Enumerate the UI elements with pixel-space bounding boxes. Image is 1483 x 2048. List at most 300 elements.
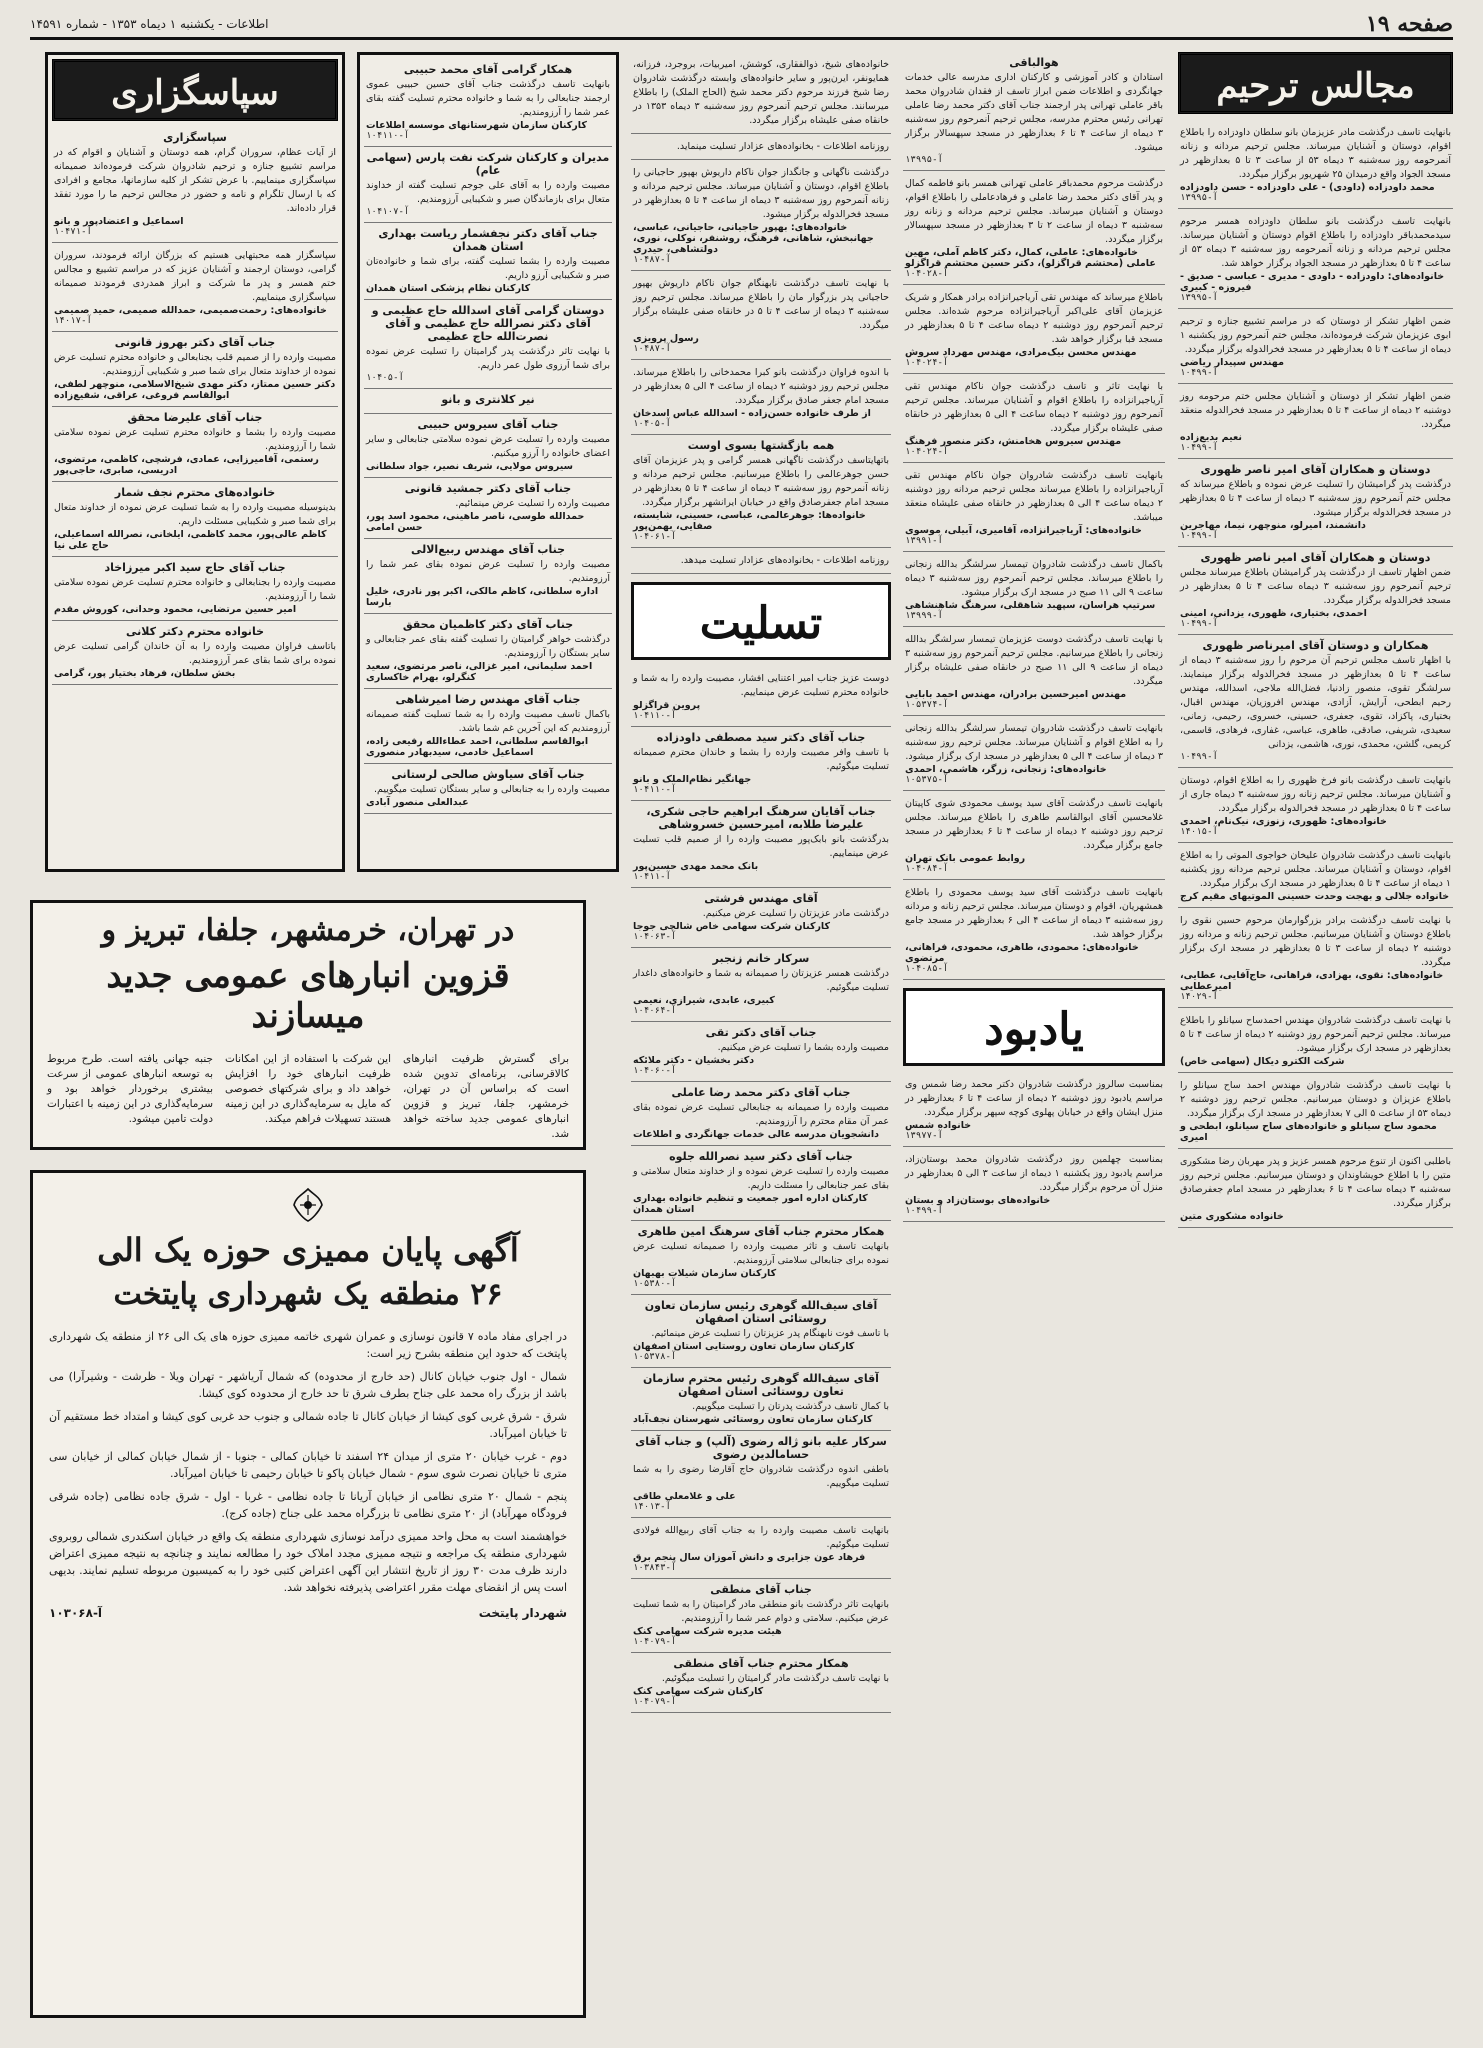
notice-body: بدرگذشت بانو بابک‌پور مصیبت وارده را از صمیم قلب تسلیت عرض مینماییم. <box>633 834 889 859</box>
notice-code: آ-۱۰۵۳۷۴ <box>905 700 949 710</box>
notice-code: آ-۱۰۴۱۱۰ <box>633 711 677 721</box>
column-three <box>631 52 891 1713</box>
notice-body: با کمال تاسف درگذشت پدرتان را تسلیت میگوییم. <box>692 1401 889 1412</box>
notice-sign: خانواده‌های: رحمت‌صمیمی، حمدالله صمیمی، حمید صمیمی <box>54 305 327 316</box>
notice-sign: خانواده‌های: زنجانی، زرگر، هاشمی، احمدی <box>905 764 1107 775</box>
notice-code: آ-۱۰۵۳۸۰ <box>633 1279 677 1289</box>
notice-sign: هیئت مدیره شرکت سهامی کنک <box>633 1626 782 1637</box>
notice-title: سپاسگزاری <box>163 131 227 144</box>
notice-code: آ-۱۴۰۱۳ <box>633 1502 671 1512</box>
notice-item <box>364 300 612 389</box>
notice-code: آ-۱۰۴۱۱۰ <box>366 131 410 141</box>
article-paragraph: جنبه جهانی یافته است. طرح مربوط به توسعه انبارهای عمومی از سرعت بیشتری برخوردار خواهد بود و سرمایه‌گذاری در این زمینه با اعتبارات دولت تامین میشود. <box>47 1053 213 1125</box>
notice-title: جناب آقای دکتر بهروز قانونی <box>114 336 276 349</box>
notice-body: با نهایت تاثر و تاسف درگذشت جوان ناکام مهندس تقی آریاجیرانزاده را باطلاع اقوام و آشنایان میرساند. مجلس ترحیم آنمرحوم روز دوشنبه ۲ دیماه ساعت ۴ الی ۵ بعدازظهر در خانقاه صفی علیشاه برگزار میگردد. <box>905 381 1163 434</box>
notice-code: آ-۱۰۴۰۲۴ <box>905 447 949 457</box>
article-body <box>47 1052 569 1142</box>
notice-item <box>903 791 1165 880</box>
notice-code: آ-۱۰۴۱۰۷ <box>366 207 410 217</box>
notice-item <box>1178 1149 1453 1228</box>
notice-sign: محمود ساح سیانلو و خانواده‌های ساح سیانلو، ابطحی و امیری <box>1180 1121 1437 1143</box>
notice-code: آ-۱۰۴۰۶۱ <box>633 532 677 542</box>
page-number: صفحه ۱۹ <box>1365 10 1453 37</box>
notice-title: جناب آقای دکتر جمشید قانونی <box>404 482 572 495</box>
notice-title: سرکار خانم زنجبر <box>712 952 810 965</box>
notice-body: درگذشت خواهر گرامیتان را تسلیت گفته بقای عمر جنابعالی و سایر بستگان را آرزومندیم. <box>366 634 610 659</box>
notice-sign: کارکنان نظام پزشکی استان همدان <box>366 283 531 294</box>
notice-item <box>1178 843 1453 908</box>
notice-code: آ-۱۰۴۹۹ <box>1180 619 1218 629</box>
notice-sign: کاظم عالی‌پور، محمد کاظمی، ایلخانی، نصرالله اسماعیلی، حاج علی نیا <box>54 529 327 551</box>
notice-paragraph: پنجم - شمال ۲۰ متری نظامی از خیابان آریانا تا جاده نظامی - غربا - اول - شرق جاده نظامی (جاده شرقی فرودگاه مهرآباد) از ۲۰ متری نظامی تا بزرگراه محمد علی جناح (جاده کرج). <box>49 1490 568 1520</box>
notice-code: آ-۱۰۳۰۶۸ <box>49 1606 103 1620</box>
notice-item <box>631 1368 891 1431</box>
notice-item <box>631 160 891 271</box>
notice-item <box>1178 908 1453 1008</box>
notice-sign: رستمی، آقامیرزایی، عمادی، فرشچی، کاظمی، مرتضوی، ادریسی، صابری، حاجی‌پور <box>54 454 319 476</box>
notice-sign: خانواده‌های: آریاجیرانزاده، آقامیری، آبیلی، موسوی <box>905 525 1142 536</box>
notice-sign: اسماعیل و اعتضادپور و بانو <box>54 216 184 227</box>
notice-title: دوستان و همکاران آقای امیر ناصر ظهوری <box>1200 551 1431 564</box>
notice-item <box>631 134 891 160</box>
notice-item <box>52 332 338 407</box>
notice-sign: حمدالله طوسی، ناصر ماهینی، محمود اسد پور، حسن امامی <box>366 511 585 533</box>
article-subheadline: قزوین انبارهای عمومی جدید میسازند <box>106 956 510 1036</box>
notice-item <box>631 271 891 360</box>
notice-sign: کارکنان سازمان شیلات بهبهان <box>633 1268 777 1279</box>
notice-title: جناب آقای سیاوش صالحی لرستانی <box>391 768 585 781</box>
notice-item <box>1178 635 1453 768</box>
notice-sign: محمد داودزاده (داودی) - علی داودزاده - حسن داودزاده <box>1180 182 1435 193</box>
notice-sign: روابط عمومی بانک تهران <box>905 853 1026 864</box>
notice-paragraph: در اجرای مفاد ماده ۷ قانون نوسازی و عمران شهری خاتمه ممیزی حوزه های یک الی ۲۶ از منطقه یک شهرداری پایتخت که حدود این منطقه بشرح زیر است: <box>49 1330 567 1360</box>
notice-item <box>1178 1008 1453 1073</box>
notice-body: بانهایت تاسف درگذشت بانو سلطان داودزاده همسر مرحوم سیدمحمدباقر داودزاده را باطلاع اقوام دوستان و آشنایان میرساند. مجلس ترحیم مردانه و زنانه آنمرحومه روز سه‌شنبه ۳ دیماه ۵۳ از ساعت ۴ تا ۵ بعدازظهر در مسجد الجواد برگزار خواهد شد. <box>1180 216 1452 269</box>
notice-body: بانهایت تاسف درگذشت آقای سید یوسف محمودی را باطلاع همشهریان، اقوام و دوستان میرساند. مجلس ترحیم زنانه و مردانه روز سه‌شنبه ۳ دیماه از ساعت ۴ الی ۶ بعدازظهر در مسجد جامع برگزار خواهد شد. <box>905 887 1163 940</box>
notice-sign: مهندس سپیدار ریاضی <box>1180 357 1284 368</box>
notice-list <box>52 127 338 685</box>
notice-body: مصیبت وارده را صمیمانه به جنابعالی تسلیت عرض نموده بقای عمر آن مقام محترم را آرزومندیم. <box>633 1102 889 1127</box>
column-sepasgozari <box>45 52 345 872</box>
notice-title: آقای مهندس فرشتی <box>704 892 818 905</box>
notice-item <box>364 478 612 539</box>
notice-body: با نهایت تاثر درگذشت پدر گرامیتان را تسلیت عرض نموده برای شما آرزوی طول عمر داریم. <box>366 346 610 371</box>
notice-item <box>631 1431 891 1518</box>
notice-body: ضمن اظهار تشکر از دوستان که در مراسم تشییع جنازه و ترحیم ابوی عزیزمان شرکت فرموده‌اند، مجلس ختم آنمرحوم روز یکشنبه ۱ دیماه از ساعت ۴ تا ۵ بعدازظهر در مسجد فخرالدوله برگزار میگردد. <box>1180 316 1451 355</box>
notice-item <box>364 539 612 614</box>
notice-title: آقای سیف‌الله گوهری رئیس سازمان تعاون روستائی استان اصفهان <box>644 1299 878 1325</box>
notice-body: مصیبت وارده را بجنابعالی و خانواده محترم تسلیت عرض نموده سلامتی شما را آرزومندیم. <box>54 577 336 602</box>
notice-title: همکار محترم جناب آقای منطقی <box>673 1657 849 1670</box>
notice-body: ضمن اظهار تشکر از دوستان و آشنایان مجلس ختم مرحومه روز دوشنبه ۲ دیماه از ساعت ۴ تا ۵ بعدازظهر در مسجد فخرالدوله منعقد میگردد. <box>1180 391 1451 430</box>
notice-body: مصیبت وارده را به آقای علی جوجم تسلیت گفته از خداوند متعال برای بازماندگان صبر و شکیبایی آرزومندیم. <box>366 180 610 205</box>
notice-list <box>1178 120 1453 1228</box>
notice-body: بانهایت تاسف مصیبت وارده را به جناب آقای ربیع‌الله فولادی تسلیت میگوئیم. <box>633 1525 889 1550</box>
notice-sign: علی و غلامعلی طاقی <box>633 1491 736 1502</box>
notice-body: با تاسف وافر مصیبت وارده را بشما و خاندان محترم صمیمانه تسلیت میگوئیم. <box>633 747 889 772</box>
notice-sign: کارکنان شرکت سهامی کنک <box>633 1686 764 1697</box>
notice-code: آ-۱۳۹۹۵ <box>1180 293 1218 303</box>
notice-code: آ-۱۰۴۸۷ <box>633 344 671 354</box>
notice-title: جناب آقای مهندس رضا امیرشاهی <box>395 693 581 706</box>
notice-sign: از طرف خانواده حسن‌زاده - اسدالله عباس اسدخان <box>633 408 871 419</box>
notice-item <box>903 716 1165 791</box>
notice-sign: پروین قراگزلو <box>633 700 701 711</box>
notice-body: خانواده‌های شیخ، ذوالفقاری، کوشش، امیربیات، بروجرد، فرزانه، همایونفر، ایرن‌پور و سایر خانواده‌های وابسته درگذشت شادروان رضا شیخ فرزند مرحوم دکتر محمد شیخ (الحاج الملک) را باطلاع میرسانند. مجلس ترحیم آنمرحوم روز سه‌شنبه ۳ دیماه ۱۳۵۳ در خانقاه صفی علیشاه برگزار میگردد. <box>633 59 889 126</box>
banner-majales: مجالس ترحیم <box>1178 52 1453 114</box>
notice-item <box>903 463 1165 552</box>
notice-list <box>364 59 612 814</box>
notice-item <box>1178 209 1453 309</box>
notice-body: باکمال تاسف مصیبت وارده را به شما تسلیت گفته صمیمانه آرزومندیم که این آخرین غم شما باشد. <box>366 709 610 734</box>
notice-sign: اداره سلطانی، کاظم مالکی، اکبر پور نادری، خلیل بارسا <box>366 586 599 608</box>
notice-item <box>631 666 891 727</box>
notice-body: مصیبت وارده را بشما تسلیت گفته، برای شما و خانواده‌تان صبر و شکیبایی آرزو داریم. <box>366 256 610 281</box>
notice-item <box>631 1653 891 1713</box>
notice-title: همکار گرامی آقای محمد حبیبی <box>403 63 573 76</box>
notice-body: مصیبت وارده را بشما و خانواده محترم تسلیت عرض نموده سلامتی شما را آرزومندیم. <box>54 427 336 452</box>
notice-body: با نهایت تاسف درگذشت دوست عزیزمان تیمسار سرلشگر بدالله زنجانی را باطلاع میرسانیم. مجلس ترحیم آنمرحوم روز سه‌شنبه ۳ دیماه از ساعت ۹ الی ۱۱ صبح در خانقاه صفی علیشاه برگزار میگردد. <box>905 634 1163 687</box>
notice-code: آ-۱۳۹۹۵ <box>905 155 943 165</box>
notice-list <box>631 52 891 574</box>
notice-body: درگذشت ناگهانی و جانگداز جوان ناکام داریوش بهپور حاجیانی را باطلاع اقوام، دوستان و آشنایان میرساند. مجلس ترحیم مردانه و زنانه آنمرحوم روز سه‌شنبه ۳ دیماه از ساعت ۴ تا ۵ بعدازظهر در مسجد فخرالدوله برگزار میشود. <box>633 167 890 220</box>
notice-code: آ-۱۳۹۷۷ <box>905 1131 943 1141</box>
notice-item <box>52 557 338 621</box>
page-header <box>30 10 1453 40</box>
notice-body: مصیبت وارده را از صمیم قلب بجنابعالی و خانواده محترم تسلیت عرض نموده از خداوند متعال برای شما صبر و شکیبایی آرزومندیم. <box>54 352 336 377</box>
notice-code: آ-۱۰۴۰۶۰ <box>633 1066 677 1076</box>
notice-body: بانهایت تاسف درگذشت شادروان علیخان خواجوی الموتی را به اطلاع اقوام، دوستان و آشنایان میرساند. مجلس ترحیم مردانه روز یکشنبه ۱ دیماه از ساعت ۴ تا ۵ بعدازظهر در مسجد ارک برگزار میگردد. <box>1180 850 1451 889</box>
notice-title: همه بازگشتها بسوی اوست <box>687 439 835 452</box>
notice-item <box>1178 547 1453 635</box>
notice-code: آ-۱۰۴۰۵ <box>633 419 671 429</box>
notice-title: جناب آقای دکتر نجفشمار ریاست بهداری استان همدان <box>378 227 598 253</box>
notice-body: دوست عزیز جناب امیر اعتنایی افشار، مصیبت وارده را به شما و خانواده محترم تسلیت عرض مینماییم. <box>633 673 889 698</box>
notice-item <box>52 621 338 685</box>
notice-body: روزنامه اطلاعات - بخانواده‌های عزادار تسلیت میدهد. <box>680 555 889 566</box>
notice-body: با نهایت تاسف درگذشت نابهنگام جوان ناکام داریوش بهپور حاجیانی پدر بزرگوار مان را باطلاع میرساند. مجلس ترحیم روز سه‌شنبه ۳ دیماه از ساعت ۴ تا ۵ در خانقاه صفی علیشاه برگزار میگردد. <box>633 278 889 331</box>
notice-sign: سیروس مولایی، شریف نصیر، جواد سلطانی <box>366 461 573 472</box>
notice-body: بانهایت تاسف و تاثر مصیبت وارده را صمیمانه تسلیت عرض نموده برای جنابعالی سلامتی آرزومندیم. <box>633 1241 889 1266</box>
notice-sign: خانواده‌های بوستان‌زاد و بستان <box>905 1195 1051 1206</box>
notice-item <box>903 171 1165 285</box>
notice-title: جناب آقایان سرهنگ ابراهیم حاجی شکری، علیرضا طلابه، امیرحسین خسروشاهی <box>646 805 876 831</box>
notice-item <box>631 52 891 134</box>
notice-sign: عبدالعلی منصور آبادی <box>366 797 469 808</box>
notice-item <box>903 1072 1165 1147</box>
notice-code: آ-۱۰۴۹۹ <box>1180 443 1218 453</box>
notice-title: جناب آقای دکتر تقی <box>705 1026 817 1039</box>
notice-item <box>52 407 338 482</box>
notice-sign: خانواده‌های: محمودی، طاهری، محمودی، فراهانی، مرتضوی <box>905 942 1139 964</box>
notice-sign: خانواده جلالی و بهجت وحدت حسینی الموتیهای مقیم کرج <box>1180 891 1450 902</box>
notice-code: آ-۱۰۴۹۹ <box>905 1206 943 1216</box>
notice-headline: آگهی پایان ممیزی حوزه یک الی <box>97 1231 519 1269</box>
notice-code: آ-۱۰۵۳۷۵ <box>905 775 949 785</box>
notice-item <box>903 285 1165 374</box>
notice-sign: سرتیپ هراسان، سپهبد شاهقلی، سرهنگ شاهنشاهی <box>905 600 1156 611</box>
notice-paragraph: شمال - اول جنوب خیابان کانال (حد خارج از محدوده) که شمال آریاشهر - تهران ویلا - ظرشت - وشیرآرا) می باشد از بزرگ راه محمد علی جناح بطرف شرق تا حد خارج از محدوده کوی کیشا. <box>49 1370 567 1400</box>
notice-code: آ-۱۰۴۰۶۴ <box>633 1006 677 1016</box>
notice-item <box>903 52 1165 171</box>
notice-sign: کارکنان اداره امور جمعیت و تنظیم خانواده بهداری استان همدان <box>633 1193 868 1215</box>
notice-sign: ابوالقاسم سلطانی، احمد عطاء‌الله رفیعی زاده، اسماعیل خادمی، سیدبهادر منصوری <box>366 736 589 758</box>
notice-sign: خانواده‌های: داودزاده - داودی - مدیری - عباسی - صدیق - فیروزه - کبیری <box>1180 271 1445 293</box>
notice-body: مصیبت وارده را تسلیت عرض مینمائیم. <box>455 498 610 509</box>
notice-code: آ-۱۰۴۰۷۹ <box>633 1697 677 1707</box>
notice-title: مدیران و کارکنان شرکت نفت پارس (سهامی عام) <box>366 151 610 177</box>
notice-title: جناب آقای حاج سید اکبر میرزاخاد <box>104 561 286 574</box>
notice-sign: خانواده‌های: نقوی، بهزادی، فراهانی، حاج‌آقایی، عطایی، امیرعطایی <box>1180 970 1444 992</box>
notice-code: آ-۱۰۴۷۱ <box>54 227 92 237</box>
notice-body: با اندوه فراوان درگذشت بانو کبرا محمدخانی را باطلاع میرساند. مجلس ترحیم روز دوشنبه ۲ دیماه از ساعت ۴ الی ۵ بعدازظهر در مسجد امام جعفر صادق برگزار میگردد. <box>633 367 889 406</box>
notice-item <box>631 1221 891 1295</box>
notice-list <box>903 1072 1165 1222</box>
notice-item <box>364 389 612 414</box>
notice-body: بانهایت تاسف درگذشت مادر عزیزمان بانو سلطان داودزاده را باطلاع اقوام، دوستان و آشنایان میرساند. مجلس ترحیم مردانه و زنانه آنمرحومه روز سه‌شنبه ۳ دیماه ۵۳ از ساعت ۳ تا ۵ بعدازظهر در مسجد الجواد واقع درمیدان ۲۵ شهریور برگزار میگردد. <box>1180 127 1451 180</box>
notice-title: همکار محترم جناب آقای سرهنگ امین طاهری <box>637 1225 885 1238</box>
notice-item <box>903 1147 1165 1222</box>
notice-code: آ-۱۰۴۸۷ <box>633 255 671 265</box>
notice-body: بمناسبت سالروز درگذشت شادروان دکتر محمد رضا شمس وی مراسم یادبود روز دوشنبه ۲ دیماه از ساعت ۴ تا ۶ بعدازظهر در منزل ایشان واقع در خیابان پهلوی کوچه سپهر برگزار میگردد. <box>905 1079 1164 1118</box>
notice-code: آ-۱۰۴۰۶۳ <box>633 932 677 942</box>
notice-code: آ-۱۴۰۱۷ <box>54 316 92 326</box>
notice-item <box>631 435 891 548</box>
notice-title: جناب آقای دکتر سید نصرالله جلوه <box>669 1150 853 1163</box>
notice-sign: نعیم بدیع‌زاده <box>1180 432 1242 443</box>
notice-item <box>903 552 1165 627</box>
notice-code: آ-۱۰۴۰۲۴ <box>905 358 949 368</box>
notice-sign: کبیری، عابدی، شیرازی، نعیمی <box>633 995 775 1006</box>
notice-body: از آیات عظام، سروران گرام، همه دوستان و آشنایان و اقوام که در مراسم تشییع جنازه و ترحیم شادروان شرکت فرموده‌اند صمیمانه سپاسگزاری مینماییم. با عرض تشکر از کلیه سازمانها، مجامع و افرادی که با ارسال تلگرام و نامه و حضور در مجالس ترحیم ما را مورد تفقد قرار داده‌اند. <box>54 147 336 214</box>
notice-paragraph: خواهشمند است به محل واحد ممیزی درآمد نوسازی شهرداری منطقه یک واقع در خیابان اسکندری شمالی روبروی شهرداری منطقه یک مراجعه و نتیجه ممیزی مجدد املاک خود را مطالعه نمایند و چنانچه به نتیجه ممیزی اعتراض دارند ظرف مدت ۳۰ روز از تاریخ انتشار این آگهی اعتراض کتبی خود را به کمیسیون مربوطه تسلیم نمایند. بدیهی است پس از انقضای مهلت مقرر اعتراضی پذیرفته نخواهد شد. <box>49 1530 568 1594</box>
notice-sign: خانواده‌های: عاملی، کمال، دکتر کاظم آملی، مهین عاملی (محتشم قراگزلو)، دکتر حسین محتشم قراگزلو <box>905 247 1156 269</box>
notice-code: آ-۱۳۹۹۹ <box>905 611 943 621</box>
notice-body: باطلبی اکنون از تنوع مرحوم همسر عزیز و پدر مهربان رضا مشکوری متین را با اطلاع خویشاوندان و دوستان میرسانیم. مجلس ترحیم روز سه‌شنبه ۳ دیماه ساعت ۴ تا ۶ بعدازظهر در مسجد امام جعفرصادق برگزار میگردد. <box>1180 1156 1451 1209</box>
notice-body: با نهایت تاسف درگذشت شادروان مهندس احمد ساح سیانلو را باطلاع عزیزان و دوستان میرسانیم. مجلس ترحیم روز دوشنبه ۲ دیماه ۵۳ از ساعت ۵ الی ۷ بعدازظهر در مسجد ارک برگزار میگردد. <box>1180 1080 1451 1119</box>
column-four <box>357 52 619 872</box>
notice-code: آ-۱۰۵۳۷۸ <box>633 1352 677 1362</box>
notice-sign: کارکنان شرکت سهامی خاص شالچی جوجا <box>633 921 831 932</box>
notice-sign: دانشجویان مدرسه عالی خدمات جهانگردی و اطلاعات <box>633 1129 879 1140</box>
notice-body: بدینوسیله مصیبت وارده را به شما تسلیت عرض نموده از خداوند متعال برای شما صبر و شکیبایی مسئلت داریم. <box>54 502 336 527</box>
notice-body: با تاسف فوت نابهنگام پدر عزیزتان را تسلیت عرض مینمائیم. <box>651 1328 889 1339</box>
notice-body: با اظهار تاسف مجلس ترحیم آن مرحوم را روز سه‌شنبه ۳ دیماه از ساعت ۴ تا ۵ بعدازظهر در مسجد فخرالدوله برگزار مینمایند. سرلشگر تقوی، منصور زادنیا، فضل‌الله ملاجی، اسدالله، مهندس رحیم ابطحی، آرایش، آزادی، مهندس افروزیان، مهندس اقبال، بختیاری، پاکزاد، تقوی، جعفری، حسینی، خسروی، رحیمی، زمانی، سعیدی، شریفی، صادقی، طاهری، عباسی، غفاری، فرهادی، قاسمی، کریمی، گلشن، محمدی، نوری، هاشمی، یزدانی <box>1180 655 1452 750</box>
notice-item <box>1178 1073 1453 1149</box>
column-majales <box>1178 52 1453 1228</box>
notice-code: آ-۱۳۹۹۱ <box>905 536 943 546</box>
notice-title: نیر کلانتری و بانو <box>441 393 535 406</box>
notice-item <box>903 880 1165 980</box>
notice-sign: فرهاد عون جزایری و دانش آموزان سال پنجم برق <box>633 1552 866 1563</box>
notice-body: بانهایت تاسف درگذشت شادروان جوان ناکام مهندس تقی آریاجیرانزاده را باطلاع میرساند مجلس ترحیم مردانه روز دوشنبه ۲ دیماه ساعت ۴ الی ۵ بعدازظهر در خانقاه صفی علیشاه منعقد میباشد. <box>905 470 1163 523</box>
notice-body: سپاسگزار همه محبتهایی هستیم که بزرگان ارائه فرمودند، سروران گرامی، دوستان ارجمند و آشنایان عزیز که در مراسم تشییع و مجالس ختم همسر و پدر ما شرکت و ابراز همدردی فرمودند صمیمانه سپاسگزاری مینماییم. <box>54 250 336 303</box>
notice-code: آ-۱۴۰۲۹ <box>1180 992 1218 1002</box>
notice-title: جناب آقای سیروس حبیبی <box>417 418 559 431</box>
article-warehouses <box>30 900 586 1150</box>
notice-body <box>49 1328 567 1596</box>
notice-sign: احمد سلیمانی، امیر غزالی، ناصر مرتضوی، سعید کنگرلو، بهرام خاکساری <box>366 661 593 683</box>
notice-body: مصیبت وارده را به جنابعالی و سایر بستگان تسلیت میگوییم. <box>374 784 610 795</box>
notice-body: استادان و کادر آموزشی و کارکنان اداری مدرسه عالی خدمات جهانگردی و اطلاعات ضمن ابراز تاسف از فقدان شادروان محمد باقر عاملی تهرانی پدر ارجمند جناب آقای دکتر محمد رضا عاملی تهرانی رئیس محترم مدرسه، مجلس ترحیم آنمرحوم روز سه‌شنبه ۳ دیماه از ساعت ۴ تا ۶ بعدازظهر در مسجد سپهسالار برگزار میشود. <box>905 72 1164 153</box>
notice-body: بانهایت تاسف درگذشت شادروان تیمسار سرلشگر بدالله زنجانی را به اطلاع اقوام و آشنایان میرساند. مجلس ترحیم روز سه‌شنبه ۳ دیماه از ساعت ۴ الی ۵ بعدازظهر در مسجد ارک برگزار میشود. <box>905 723 1163 762</box>
notice-sign: کارکنان سازمان تعاون روستائی شهرستان نجف‌آباد <box>633 1414 873 1425</box>
notice-paragraph: شرق - شرق غربی کوی کیشا از خیابان کانال تا جاده شمالی و جنوب حد غربی کوی کیشا و امتداد خط مستقیم آن تا خیابان امیرآباد. <box>49 1410 567 1440</box>
notice-sign: رسول پرویزی <box>633 333 699 344</box>
banner-yadbood: یادبود <box>903 988 1165 1066</box>
notice-body: بمناسبت چهلمین روز درگذشت شادروان محمد بوستان‌زاد، مراسم یادبود روز یکشنبه ۱ دیماه از ساعت ۳ الی ۵ بعدازظهر در منزل آن مرحوم برگزار میگردد. <box>905 1154 1164 1193</box>
article-paragraph: این شرکت با استفاده از این امکانات ظرفیت انبارهای خود را افزایش خواهد داد و برای شرکتهای خصوصی که مایل به سرمایه‌گذاری در این زمینه هستند تسهیلات فراهم میکند. <box>225 1053 391 1125</box>
notice-body: مصیبت وارده بشما را تسلیت عرض میکنیم. <box>717 1042 889 1053</box>
notice-title: دوستان و همکاران آقای امیر ناصر ظهوری <box>1200 463 1431 476</box>
notice-body: درگذشت مرحوم محمدباقر عاملی تهرانی همسر بانو فاطمه کمال و پدر آقای دکتر محمد رضا عاملی و فرهادعاملی را باطلاع اقوام، دوستان و آشنایان میرساند. مجلس ترحیم مردانه و زنانه روز سه‌شنبه ۳ دیماه از ساعت ۲ تا ۳ بعدازظهر در مسجد سپهسالار برگزار میگردد. <box>905 178 1163 245</box>
notice-item <box>631 360 891 435</box>
article-headline: در تهران، خرمشهر، جلفا، تبریز و <box>101 913 515 948</box>
notice-item <box>631 1579 891 1653</box>
notice-code: آ-۱۰۴۰۷۹ <box>633 1637 677 1647</box>
notice-sign: خانواده‌های: ظهوری، زنوزی، نیک‌نام، احمدی <box>1180 816 1387 827</box>
notice-subheadline: ۲۶ منطقه یک شهرداری پایتخت <box>113 1277 503 1312</box>
notice-body: با نهایت تاسف درگذشت شادروان مهندس احمدساح سیانلو را باطلاع میرساند. مجلس ترحیم آنمرحوم روز دوشنبه ۲ دیماه از ساعت ۴ تا ۵ بعدازظهر در مسجد ارک برگزار میشود. <box>1180 1015 1452 1054</box>
notice-sign: احمدی، بختیاری، ظهوری، یزدانی، امینی <box>1180 608 1367 619</box>
notice-item <box>631 548 891 574</box>
notice-signature: شهردار پایتخت <box>478 1606 567 1620</box>
notice-sign: دانشمند، امیرلو، منوچهر، نیما، مهاجرین <box>1180 520 1366 531</box>
notice-body: با نهایت تاسف درگذشت برادر بزرگوارمان مرحوم حسین نقوی را باطلاع دوستان و آشنایان میرسانیم. مجلس ترحیم زنانه و مردانه روز دوشنبه ۲ دیماه از ساعت ۳ تا ۵ بعدازظهر در مسجد ارک برگزار میگردد. <box>1180 915 1451 968</box>
notice-sign: دکتر حسین ممتاز، دکتر مهدی شیخ‌الاسلامی، منوچهر لطفی، ابوالقاسم فروغی، عراقی، شفیع‌زاده <box>54 379 336 401</box>
notice-body: باتهایتاسف درگذشت ناگهانی همسر گرامی و پدر عزیزمان آقای حسن جوهرعالمی را باطلاع میرسانیم. مجلس ترحیم مردانه و زنانه آنمرحوم روز سه‌شنبه ۳ دیماه از ساعت ۴ تا ۵ بعدازظهر در مسجد امام جعفرصادق واقع در خیابان ایرانشهر برگزار میگردد. <box>633 455 890 508</box>
notice-body: درگذشت مادر عزیزتان را تسلیت عرض میکنیم. <box>702 908 889 919</box>
notice-footer <box>49 1606 567 1620</box>
notice-item <box>903 627 1165 716</box>
notice-item <box>364 614 612 689</box>
notice-code: آ-۱۰۴۰۵ <box>366 373 404 383</box>
notice-code: آ-۱۰۴۹۹ <box>1180 752 1218 762</box>
notice-sign: مهندس سیروس هخامنش، دکتر منصور فرهنگ <box>905 436 1122 447</box>
notice-body: روزنامه اطلاعات - بخانواده‌های عزادار تسلیت مینماید. <box>676 141 889 152</box>
notice-title: دوستان گرامی آقای اسدالله حاج عظیمی و آقای دکتر نصرالله حاج عظیمی و آقای نصرت‌الله حاج عظیمی <box>371 304 605 343</box>
notice-paragraph: دوم - غرب خیابان ۲۰ متری از میدان ۲۴ اسفند تا خیابان کمالی - جنوبا - از شمال خیابان کمالی از خیابان سی متری تا خیابان نصرت شوی سوم - شمال خیابان پاکو تا خیابان رحیمی تا خیابان امیرآباد. <box>49 1450 568 1480</box>
notice-title: جناب آقای دکتر محمد رضا عاملی <box>671 1086 851 1099</box>
notice-item <box>631 1022 891 1082</box>
notice-item <box>364 764 612 814</box>
notice-body: مصیبت وارده را تسلیت عرض نموده بقای عمر شما را آرزومندیم. <box>366 559 610 584</box>
notice-item <box>631 948 891 1022</box>
notice-code: آ-۱۰۴۹۹ <box>1180 531 1218 541</box>
notice-body: درگذشت پدر گرامیشان را تسلیت عرض نموده و باطلاع میرساند که مجلس ختم آنمرحوم روز سه‌شنبه ۳ دیماه از ساعت ۴ تا ۵ بعدازظهر در مسجد فخرالدوله برگزار میشود. <box>1180 479 1452 518</box>
notice-item <box>631 727 891 801</box>
notice-item <box>631 1146 891 1221</box>
notice-title: خانواده محترم دکتر کلانی <box>126 625 264 638</box>
notice-body: با نهایت تاسف درگذشت مادر گرامیتان را تسلیت میگوئیم. <box>661 1673 889 1684</box>
notice-body: باتاسف فراوان مصیبت وارده را به آن خاندان گرامی تسلیت عرض نموده برای شما بقای عمر آرزومندیم. <box>54 641 336 666</box>
notice-item <box>631 801 891 888</box>
banner-tasliyat: تسلیت <box>631 582 891 660</box>
notice-item <box>364 689 612 764</box>
notice-title: هوالباقی <box>1009 56 1059 69</box>
notice-sign: کارکنان سازمان تعاون روستایی استان اصفهان <box>633 1341 855 1352</box>
notice-code: آ-۱۰۴۰۲۸ <box>905 269 949 279</box>
notice-body: ضمن اظهار تاسف از درگذشت پدر گرامیشان باطلاع میرساند مجلس ترحیم آنمرحوم روز سه‌شنبه ۳ دیماه ساعت ۴ تا ۵ بعدازظهر در مسجد فخرالدوله برگزار میگردد. <box>1180 567 1451 606</box>
notice-sign: دکتر بخشیان - دکتر ملائکه <box>633 1055 755 1066</box>
ornament-icon <box>288 1185 328 1225</box>
notice-item <box>1178 309 1453 384</box>
notice-body: بانهایت تاسف درگذشت جناب آقای حسین حبیبی عموی ارجمند جنابعالی را به شما و خانواده محترم تسلیت گفته بقای عمر شما را آرزومندیم. <box>366 79 610 118</box>
notice-item <box>364 414 612 478</box>
notice-item <box>631 1518 891 1579</box>
notice-sign: خانواده‌ها: جوهرعالمی، عباسی، حسینی، شایسته، صفایی، بهمن‌پور <box>633 510 866 532</box>
notice-body: مصیبت وارده را تسلیت عرض نموده و از خداوند متعال سلامتی و بقای عمر جنابعالی را مسئلت داریم. <box>633 1166 889 1191</box>
notice-body: بانهایت تاسف درگذشت بانو فرخ ظهوری را به اطلاع اقوام، دوستان و آشنایان میرساند. مجلس ترحیم زنانه روز سه‌شنبه ۳ دیماه جاری از ساعت ۴ تا ۵ بعدازظهر در مسجد فخرالدوله برگزار میگردد. <box>1180 775 1451 814</box>
notice-code: آ-۱۰۴۱۱۰ <box>633 785 677 795</box>
notice-title: جناب آقای منطقی <box>710 1583 812 1596</box>
notice-item <box>52 127 338 243</box>
notice-body: باکمال تاسف درگذشت شادروان تیمسار سرلشگر بدالله زنجانی را باطلاع میرساند. مجلس ترحیم آنمرحوم روز سه‌شنبه ۳ دیماه ساعت ۹ الی ۱۱ صبح در مسجد ارک برگزار میشود. <box>905 559 1163 598</box>
issue-info: اطلاعات - یکشنبه ۱ دیماه ۱۳۵۳ - شماره ۱۴۵۹۱ <box>30 16 269 31</box>
notice-body: باطفی اندوه درگذشت شادروان حاج آقارضا رضوی را به شما تسلیت میگوییم. <box>633 1464 889 1489</box>
notice-item <box>1178 120 1453 209</box>
notice-sign: خانواده مشکوری متین <box>1180 1211 1284 1222</box>
notice-sign: بخش سلطان، فرهاد بختیار پور، گرامی <box>54 668 236 679</box>
notice-sign: کارکنان سازمان شهرستانهای موسسه اطلاعات <box>366 120 587 131</box>
notice-item <box>1178 768 1453 843</box>
notice-sign: بانک محمد مهدی حسین‌پور <box>633 861 759 872</box>
notice-item <box>631 888 891 948</box>
notice-body: بانهایت تاثر درگذشت بانو منطقی مادر گرامیتان را به شما تسلیت عرض میکنیم. سلامتی و دوام عمر شما را آرزومندیم. <box>633 1599 889 1624</box>
notice-item <box>364 147 612 223</box>
notice-item <box>364 223 612 300</box>
notice-body: درگذشت همسر عزیزتان را صمیمانه به شما و خانواده‌های داغدار تسلیت میگوئیم. <box>633 968 889 993</box>
notice-list <box>631 666 891 1713</box>
notice-body: بانهایت تاسف درگذشت آقای سید یوسف محمودی شوی کاپیتان غلامحسین آقای ابوالقاسم طاهری را باطلاع میرساند. مجلس ترحیم روز دوشنبه ۲ دیماه از ساعت ۴ تا ۶ بعدازظهر در مسجد جامع برگزار میگردد. <box>905 798 1163 851</box>
notice-title: جناب آقای دکتر کاظمیان محقق <box>402 618 574 631</box>
notice-item <box>631 1082 891 1146</box>
notice-code: آ-۱۳۹۹۵ <box>1180 193 1218 203</box>
notice-sign: امیر حسین مرتضایی، محمود وحدانی، کوروش مقدم <box>54 604 297 615</box>
notice-item <box>52 243 338 332</box>
notice-sign: مهندس امیرحسین برادران، مهندس احمد بابایی <box>905 689 1127 700</box>
notice-item <box>52 482 338 557</box>
notice-body: باطلاع میرساند که مهندس تقی آریاجیرانزاده برادر همکار و شریک عزیزمان آقای علی‌اکبر آریاجیرانزاده مرحوم شده‌اند. مجلس ترحیم آنمرحوم روز دوشنبه ۲ دیماه ساعت ۴ تا ۵ بعدازظهر در مسجد قبا برگزار خواهد شد. <box>905 292 1163 345</box>
notice-body: مصیبت وارده را تسلیت عرض نموده سلامتی جنابعالی و سایر اعضای خانواده را آرزو میکنیم. <box>366 434 610 459</box>
notice-title: آقای سیف‌الله گوهری رئیس محترم سازمان تعاون روستائی استان اصفهان <box>643 1372 879 1398</box>
municipality-notice <box>30 1170 586 2018</box>
notice-sign: خانواده‌های: بهپور حاجیانی، حاجیانی، عباسی، جهانبخش، شاهانی، فرهنگ، روشنفر، نوکلی، نوری، دولتشاهی، حیدری <box>633 222 874 255</box>
notice-title: جناب آقای دکتر سید مصطفی داودزاده <box>656 731 866 744</box>
notice-item <box>1178 384 1453 459</box>
notice-code: آ-۱۰۴۹۹ <box>1180 368 1218 378</box>
notice-code: آ-۱۰۳۸۴۳ <box>633 1563 677 1573</box>
notice-code: آ-۱۴۰۱۵ <box>1180 827 1218 837</box>
notice-title: همکاران و دوستان آقای امیرناصر ظهوری <box>1202 639 1429 652</box>
article-paragraph: برای گسترش ظرفیت انبارهای کالاقرسانی، برنامه‌ای تدوین شده است که براساس آن در تهران، خرمشهر، جلفا، تبریز و قزوین انبارهای عمومی جدید ساخته خواهد شد. <box>403 1053 569 1140</box>
notice-code: آ-۱۰۴۰۸۴ <box>905 864 949 874</box>
notice-title: جناب آقای علیرضا محقق <box>127 411 263 424</box>
column-two <box>903 52 1165 1222</box>
notice-sign: مهندس محسن بیک‌مرادی، مهندس مهرداد سروش <box>905 347 1137 358</box>
notice-sign: خانواده شمس <box>905 1120 972 1131</box>
notice-code: آ-۱۰۴۱۱ <box>633 872 671 882</box>
notice-item <box>364 59 612 147</box>
notice-item <box>1178 459 1453 547</box>
notice-title: جناب آقای مهندس ربیع‌الالی <box>410 543 566 556</box>
notice-list <box>903 52 1165 980</box>
notice-item <box>631 1295 891 1368</box>
notice-sign: شرکت الکترو دیکال (سهامی خاص) <box>1180 1056 1345 1067</box>
banner-sepasgozari: سپاسگزاری <box>52 59 338 121</box>
notice-item <box>903 374 1165 463</box>
notice-title: سرکار علیه بانو ژاله رضوی (آلپ) و جناب آقای حسامالدین رضوی <box>635 1435 887 1461</box>
